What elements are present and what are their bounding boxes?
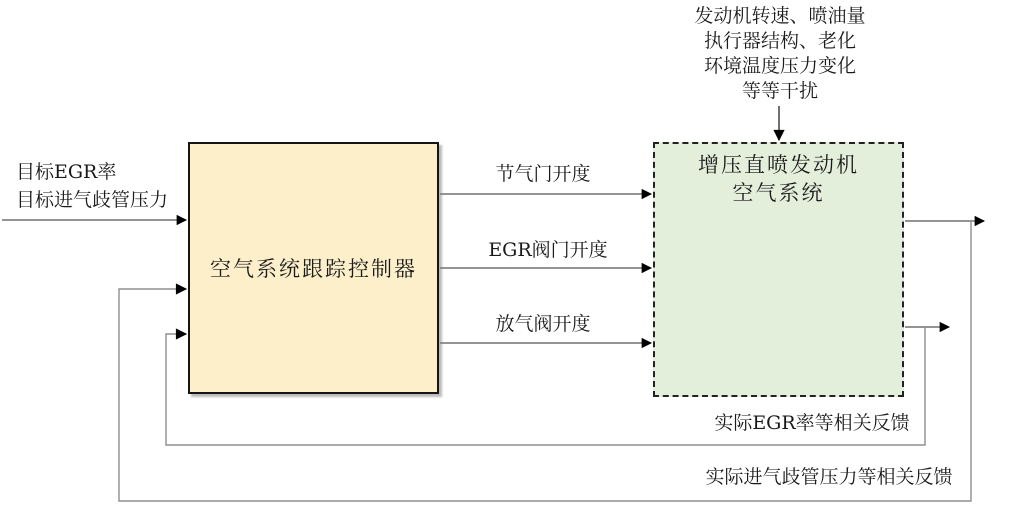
target-input-label [16, 158, 168, 214]
plant-title-line-2: 空气系统 [732, 181, 825, 205]
disturbance-line-1: 发动机转速、喷油量 [694, 5, 866, 27]
wastegate-signal-label: 放气阀开度 [495, 313, 591, 335]
controller-box-title: 空气系统跟踪控制器 [210, 257, 417, 281]
air-system-controller-box [188, 142, 439, 394]
plant-box-title [655, 151, 902, 207]
throttle-signal-label: 节气门开度 [495, 163, 591, 185]
target-manifold-pressure-label: 目标进气歧管压力 [16, 189, 169, 211]
disturbance-line-3: 环境温度压力变化 [703, 55, 856, 77]
egr-feedback-label: 实际EGR率等相关反馈 [714, 412, 910, 434]
egr-valve-signal-label: EGR阀门开度 [488, 239, 608, 261]
plant-title-line-1: 增压直喷发动机 [698, 153, 859, 177]
target-egr-label: 目标EGR率 [16, 161, 117, 183]
engine-air-system-box [653, 142, 904, 397]
disturbance-line-2: 执行器结构、老化 [703, 30, 856, 52]
manifold-pressure-feedback-label: 实际进气歧管压力等相关反馈 [705, 466, 953, 488]
disturbance-line-4: 等等干扰 [741, 80, 818, 102]
disturbance-label [640, 4, 920, 104]
